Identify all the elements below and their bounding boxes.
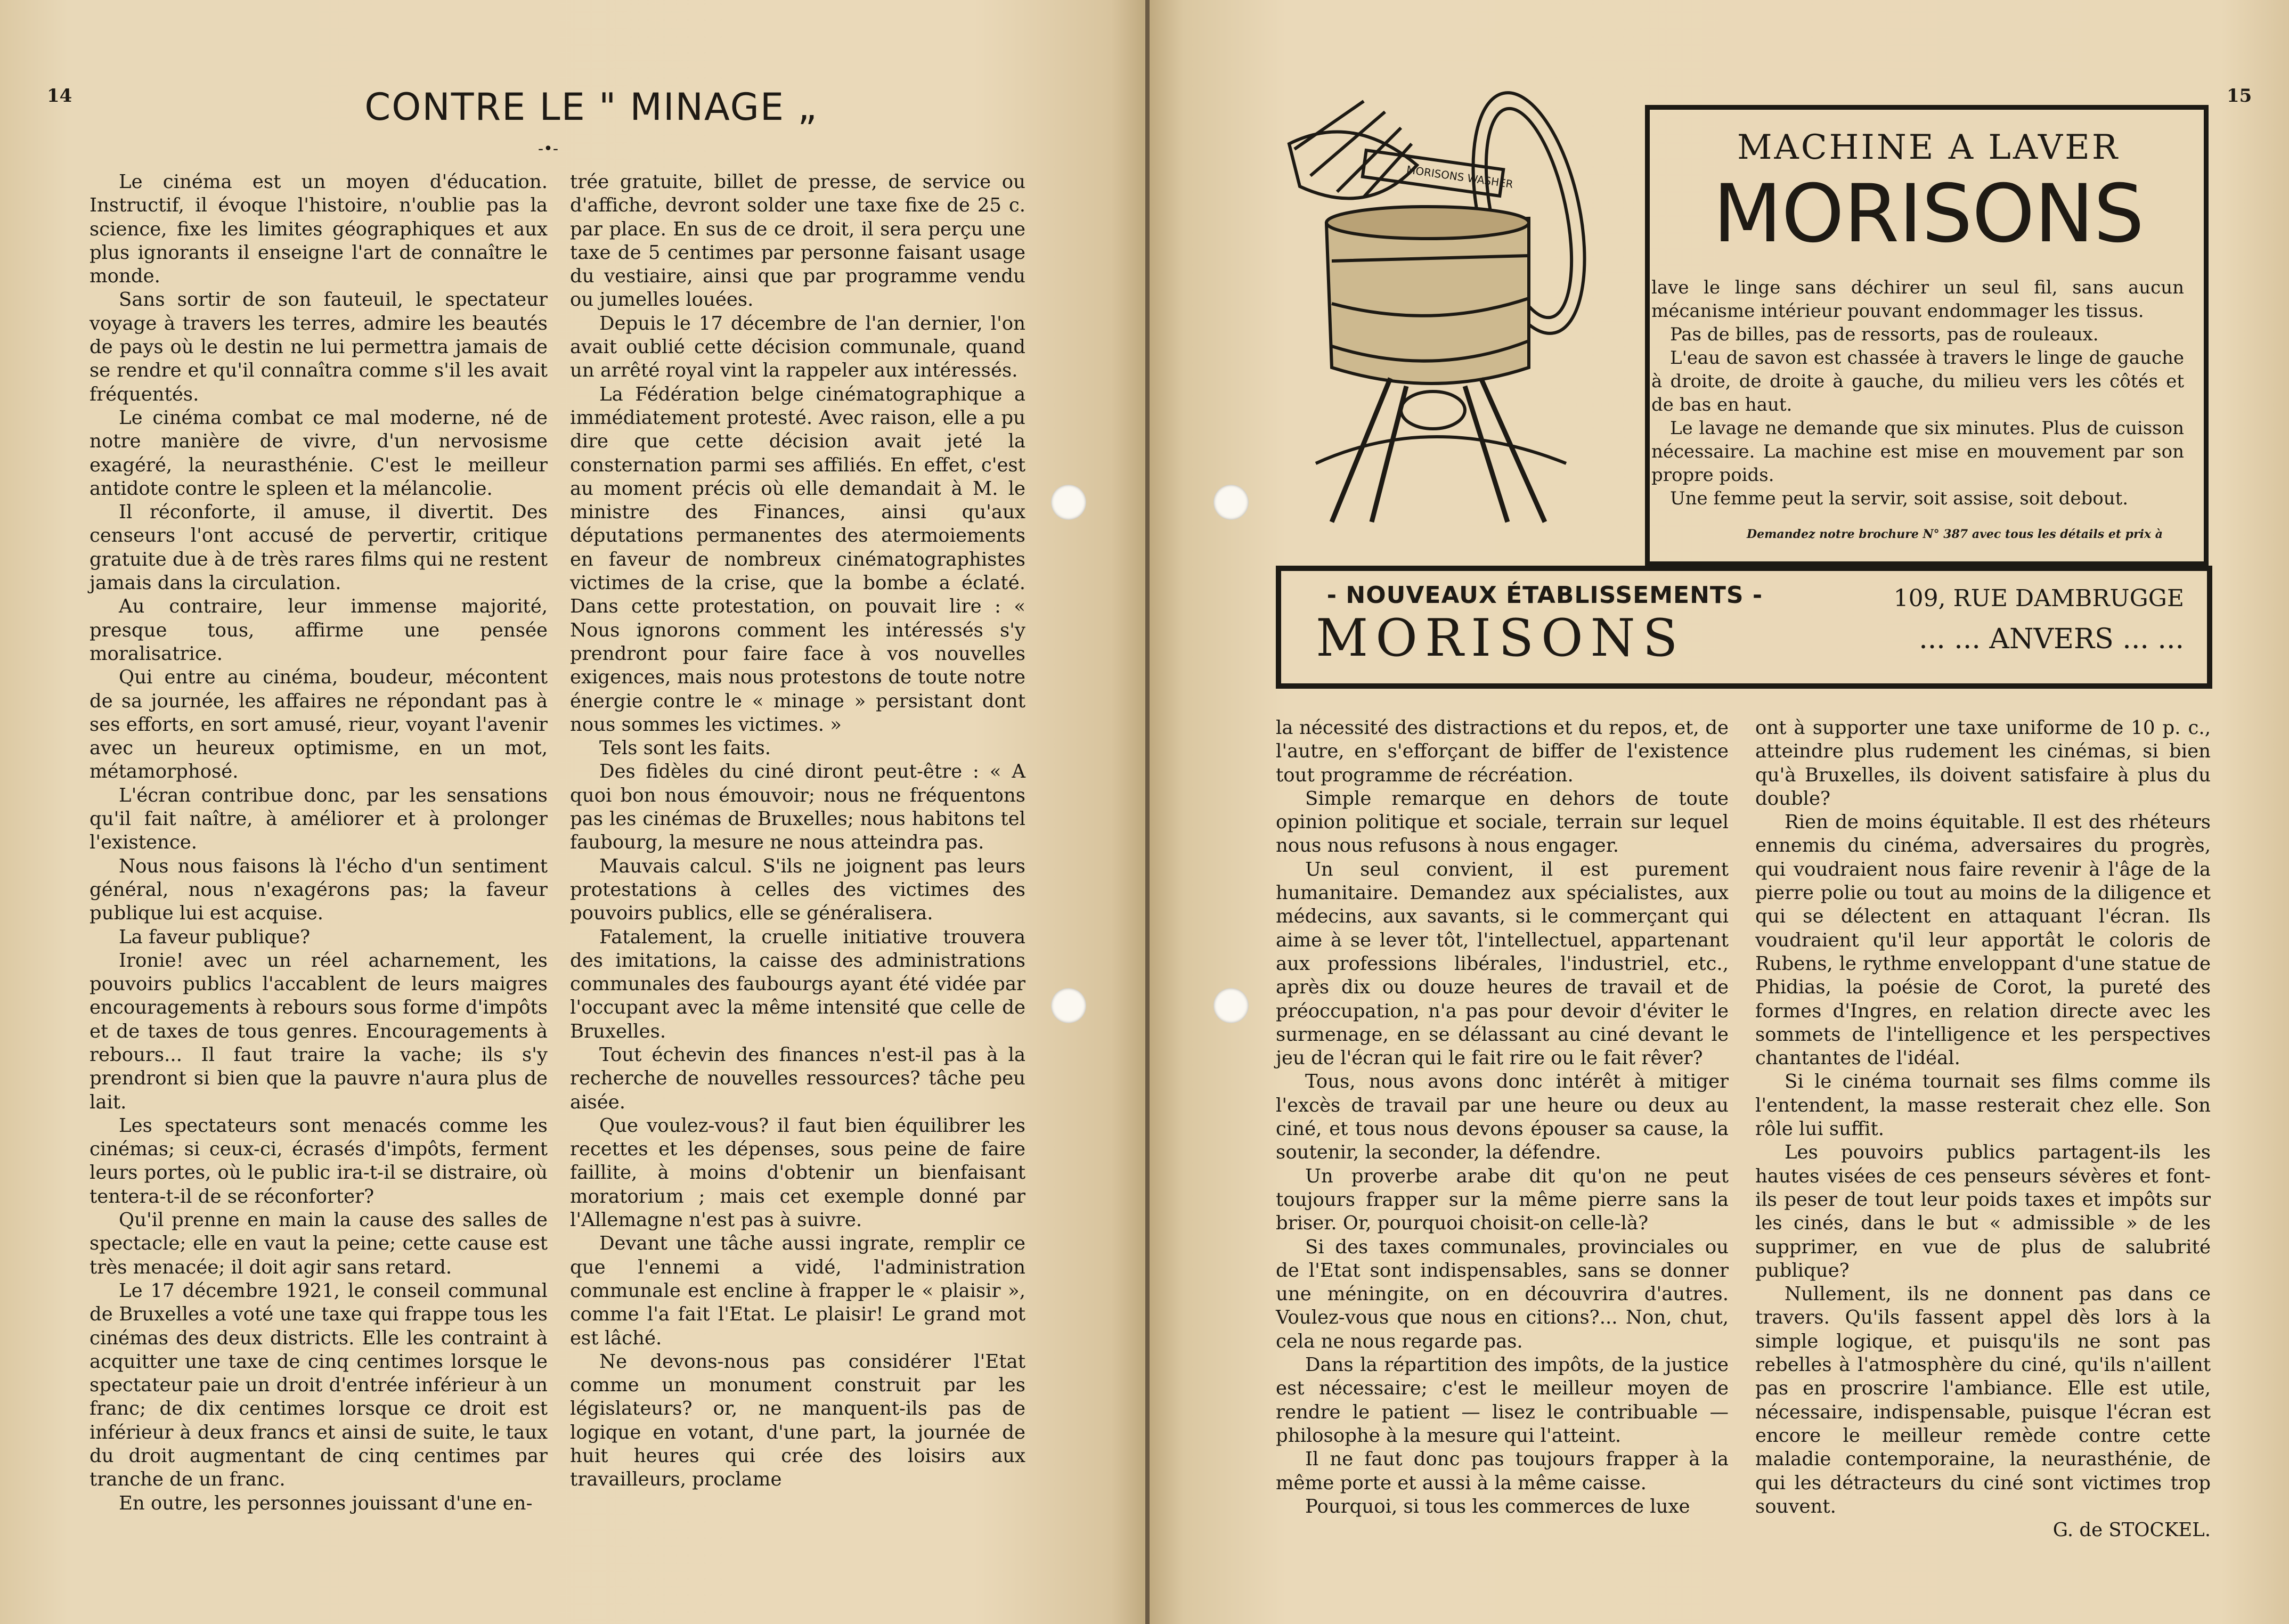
ad-paragraph: Le lavage ne demande que six minutes. Plus de cuisson nécessaire. La machine est mise en mouvement par son propre poids. xyxy=(1651,418,2184,486)
spine-gutter xyxy=(1145,0,1150,1624)
author-signature: G. de STOCKEL. xyxy=(2052,1519,2211,1541)
ad-paragraph: Pas de billes, pas de ressorts, pas de rouleaux. xyxy=(1670,324,2099,345)
article-paragraph: Le 17 décembre 1921, le conseil communal de Bruxelles a voté une taxe qui frappe tous les cinémas des deux districts. Elle les contraint à acquitter une taxe de cinq centimes lorsque le spectateur paie un droit d'entrée inférieur à un franc; de dix centimes lorsque ce droit est inférieur à deux francs et ainsi de suite, le taux du droit augmentant de cinq centimes par tranche de un franc. xyxy=(89,1279,548,1491)
page-number-right: 15 xyxy=(2227,85,2252,107)
ad-brand: MORISONS xyxy=(1713,168,2144,260)
article-paragraph: Tous, nous avons donc intérêt à mitiger l'excès de travail par une heure ou deux au ciné, et tous nous devons épouser sa cause, la soutenir, la seconder, la défendre. xyxy=(1276,1071,1729,1164)
title-ornament: -•- xyxy=(538,140,558,158)
article-paragraph: Au contraire, leur immense majorité, presque tous, affirme une pensée moralisatrice. xyxy=(89,595,548,665)
article-paragraph: En outre, les personnes jouissant d'une en- xyxy=(119,1492,533,1514)
article-title: CONTRE LE " MINAGE „ xyxy=(364,85,818,129)
right-column-1 xyxy=(1276,716,1729,1519)
washing-machine-illustration xyxy=(1231,80,1673,538)
article-paragraph: L'écran contribue donc, par les sensations qu'il fait naître, à améliorer et à prolonger l'existence. xyxy=(89,784,548,854)
article-paragraph: Des fidèles du ciné diront peut-être : « A quoi bon nous émouvoir; nous ne fréquentons pas les cinémas de Bruxelles; nous habitons tel faubourg, la mesure ne nous atteindra pas. xyxy=(570,761,1025,854)
article-paragraph: Fatalement, la cruelle initiative trouvera des imitations, la caisse des administrations communales des faubourgs ayant été vidée par l'occupant avec la même intensité que celle de Bruxelles. xyxy=(570,926,1025,1042)
article-paragraph: ont à supporter une taxe uniforme de 10 p. c., atteindre plus rudement les cinémas, si bien qu'à Bruxelles, ils doivent satisfaire à plus du double? xyxy=(1755,717,2211,810)
article-paragraph: Dans la répartition des impôts, de la justice est nécessaire; c'est le meilleur moyen de rendre le patient — lisez le contribuable — philosophe à la mesure qui l'atteint. xyxy=(1276,1354,1729,1447)
article-paragraph: Simple remarque en dehors de toute opinion politique et sociale, terrain sur lequel nous nous refusons à nous engager. xyxy=(1276,787,1729,857)
article-paragraph: Les spectateurs sont menacés comme les cinémas; si ceux-ci, écrasés d'impôts, ferment leurs portes, où le public ira-t-il se distraire, où tentera-t-il de se réconforter? xyxy=(89,1114,548,1207)
ad-brochure-note: Demandez notre brochure N° 387 avec tous les détails et prix à xyxy=(1747,527,2163,541)
article-paragraph: Nous nous faisons là l'écho d'un sentiment général, nous n'exagérons pas; la faveur publique lui est acquise. xyxy=(89,855,548,925)
article-paragraph: Ironie! avec un réel acharnement, les pouvoirs publics l'accablent de leurs maigres encouragements à rebours sous forme d'impôts et de taxes de tous genres. Encouragements à rebours... Il faut traire la vache; ils s'y prendront si bien que la pauvre n'aura plus de lait. xyxy=(89,949,548,1113)
article-paragraph: Devant une tâche aussi ingrate, remplir ce que l'ennemi a vidé, l'administration communale est encline à frapper le « plaisir », comme l'a fait l'Etat. Le plaisir! Le grand mot est lâché. xyxy=(570,1233,1025,1349)
binder-hole xyxy=(1213,988,1249,1023)
article-paragraph: Nullement, ils ne donnent pas dans ce travers. Qu'ils fassent appel dès lors à la simple logique, et puisqu'ils ne sont pas rebelles à l'atmosphère du ciné, qu'ils n'aillent pas en proscrire l'ambiance. Elle est utile, nécessaire, indispensable, puisque l'écran est encore le meilleur remède contre cette maladie contemporaine, la neurasthénie, de qui les détracteurs du ciné sont victimes trop souvent. xyxy=(1755,1283,2211,1517)
binder-hole xyxy=(1051,988,1086,1023)
ad-paragraph: Une femme peut la servir, soit assise, soit debout. xyxy=(1670,488,2129,509)
article-paragraph: Sans sortir de son fauteuil, le spectateur voyage à travers les terres, admire les beautés de pays où le destin ne lui permettra jamais de se rendre et qu'il connaîtra comme s'il les avait fréquentés. xyxy=(89,289,548,405)
article-paragraph: Le cinéma combat ce mal moderne, né de notre manière de vivre, d'un nervosisme exagéré, la neurasthénie. C'est le meilleur antidote contre le spleen et la mélancolie. xyxy=(89,406,548,500)
left-column-2 xyxy=(570,170,1025,1492)
article-paragraph: Il ne faut donc pas toujours frapper à la même porte et aussi à la même caisse. xyxy=(1276,1448,1729,1494)
ad-headline: MACHINE A LAVER xyxy=(1737,128,2120,167)
article-paragraph: Un proverbe arabe dit qu'on ne peut toujours frapper sur la même pierre sans la briser. Or, pourquoi choisit-on celle-là? xyxy=(1276,1165,1729,1235)
ad-paragraph: lave le linge sans déchirer un seul fil, sans aucun mécanisme intérieur pouvant endommager les tissus. xyxy=(1651,277,2184,322)
article-paragraph: La faveur publique? xyxy=(119,926,311,948)
article-paragraph: Pourquoi, si tous les commerces de luxe xyxy=(1305,1495,1690,1517)
establishment-brand: MORISONS xyxy=(1316,608,1685,668)
article-paragraph: trée gratuite, billet de presse, de service ou d'affiche, devront solder une taxe fixe de 25 c. par place. En sus de ce droit, il sera perçu une taxe de 5 centimes par personne faisant usage du vestiaire, ainsi que par programme vendu ou jumelles louées. xyxy=(570,171,1025,311)
establishment-city: ... ... ANVERS ... ... xyxy=(1919,623,2184,655)
article-paragraph: Les pouvoirs publics partagent-ils les hautes visées de ces penseurs sévères et font-ils peser de tout leur poids taxes et impôts sur les cinés, dans le but « admissible » de les supprimer, en vue de plus de salubrité publique? xyxy=(1755,1141,2211,1282)
right-column-2 xyxy=(1755,716,2211,1542)
article-paragraph: Depuis le 17 décembre de l'an dernier, l'on avait oublié cette décision communale, quand un arrêté royal vint la rappeler aux intéressés. xyxy=(570,312,1025,382)
article-paragraph: Qui entre au cinéma, boudeur, mécontent de sa journée, les affaires ne répondant pas à ses efforts, en sort amusé, rieur, voyant l'avenir avec un heureux optimisme, en un mot, métamorphosé. xyxy=(89,666,548,783)
article-paragraph: Si des taxes communales, provinciales ou de l'Etat sont indispensables, sans se donner une méningite, on en découvrira d'autres. Voulez-vous que nous en citions?... Non, chut, cela ne nous regarde pas. xyxy=(1276,1236,1729,1352)
article-paragraph: Que voulez-vous? il faut bien équilibrer les recettes et les dépenses, sous peine de faire faillite, à moins d'obtenir un bienfaisant moratorium ; mais cet exemple donné par l'Allemagne n'est pas à suivre. xyxy=(570,1114,1025,1231)
article-paragraph: Le cinéma est un moyen d'éducation. Instructif, il évoque l'histoire, n'oublie pas la science, fixe les limites géographiques et aux plus ignorants il enseigne l'art de connaître le monde. xyxy=(89,171,548,288)
article-paragraph: Qu'il prenne en main la cause des salles de spectacle; elle en vaut la peine; cette cause est très menacée; il doit agir sans retard. xyxy=(89,1209,548,1278)
article-paragraph: Mauvais calcul. S'ils ne joignent pas leurs protestations à celles des victimes des pouvoirs publics, elle se généralisera. xyxy=(570,855,1025,925)
binder-hole xyxy=(1051,485,1086,520)
article-paragraph: la nécessité des distractions et du repos, et, de l'autre, en s'efforçant de biffer de l'existence tout programme de récréation. xyxy=(1276,717,1729,786)
left-column-1 xyxy=(89,170,548,1515)
article-paragraph: Un seul convient, il est purement humanitaire. Demandez aux spécialistes, aux médecins, aux savants, si le commerçant qui aime à se lever tôt, l'intellectuel, appartenant aux professions libérales, l'industriel, etc., après dix ou douze heures de travail et de préoccupation, n'a pas pour devoir d'éviter le surmenage, en se délassant au ciné devant le jeu de l'écran qui le fait rire ou le fait rêver? xyxy=(1276,858,1729,1070)
article-paragraph: Ne devons-nous pas considérer l'Etat comme un monument construit par les législateurs? or, ne manquent-ils pas de logique en votant, d'une part, la journée de huit heures qui crée des loisirs aux travailleurs, proclame xyxy=(570,1350,1025,1491)
ad-text xyxy=(1651,276,2184,510)
machine-label: MORISONS WASHER xyxy=(1405,163,1514,191)
page-number-left: 14 xyxy=(47,85,72,107)
article-paragraph: Il réconforte, il amuse, il divertit. Des censeurs l'ont accusé de pervertir, critique gratuite due à de très rares films qui ne restent jamais dans la circulation. xyxy=(89,501,548,594)
article-paragraph: Tels sont les faits. xyxy=(599,737,771,760)
establishment-name-line: - NOUVEAUX ÉTABLISSEMENTS - xyxy=(1326,582,1763,609)
ad-paragraph: L'eau de savon est chassée à travers le linge de gauche à droite, de droite à gauche, du milieu vers les côtés et de bas en haut. xyxy=(1651,347,2184,415)
article-paragraph: La Fédération belge cinématographique a immédiatement protesté. Avec raison, elle a pu dire que cette décision avait jeté la consternation parmi ses affiliés. En effet, c'est au moment précis où elle demandait à M. le ministre des Finances, ainsi qu'aux députations permanentes des atermoiements en faveur de nombreux cinématographistes victimes de la crise, que la bombe a éclaté. Dans cette protestation, on pouvait lire : « Nous ignorons comment les intéressés s'y prendront pour faire face à vos nouvelles exigences, mais nous protestons de toute notre énergie contre le « minage » persistant dont nous sommes les victimes. » xyxy=(570,383,1025,736)
article-paragraph: Tout échevin des finances n'est-il pas à la recherche de nouvelles ressources? tâche peu aisée. xyxy=(570,1043,1025,1113)
article-paragraph: Si le cinéma tournait ses films comme ils l'entendent, la masse resterait chez elle. Son rôle lui suffit. xyxy=(1755,1071,2211,1140)
establishment-street: 109, RUE DAMBRUGGE xyxy=(1893,585,2184,612)
article-paragraph: Rien de moins équitable. Il est des rhéteurs ennemis du cinéma, adversaires du progrès, qui voudraient nous faire revenir à l'âge de la pierre polie ou tout au moins de la diligence et qui se délectent en attaquant l'écran. Ils voudraient qu'il leur apportât le coloris de Rubens, le rythme enveloppant d'une statue de Phidias, la poésie de Corot, la pureté des formes d'Ingres, en relation directe avec les sommets de l'intelligence et les perspectives chantantes de l'idéal. xyxy=(1755,811,2211,1070)
